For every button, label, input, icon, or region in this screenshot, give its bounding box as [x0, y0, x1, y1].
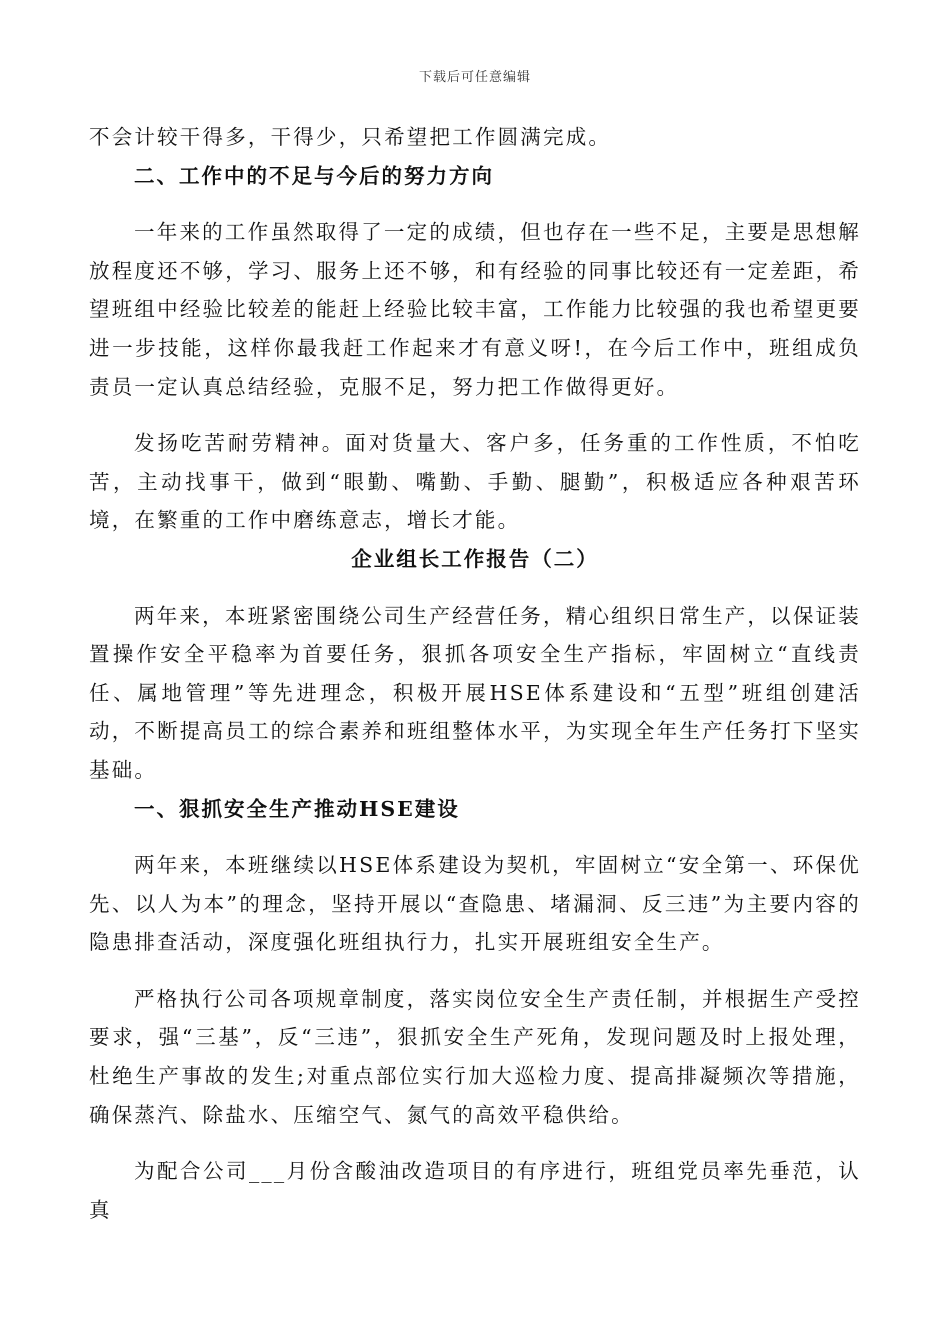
paragraph-hse: 两年来，本班继续以HSE体系建设为契机，牢固树立“安全第一、环保优先、以人为本”的理念，坚持开展以“查隐患、堵漏洞、反三违”为主要内容的隐患排查活动，深度强化班组执行力，扎实开展班组安全生产。 [89, 853, 861, 955]
report-title: 企业组长工作报告（二） [351, 546, 599, 571]
document-body [89, 118, 861, 1229]
page-header: 下载后可任意编辑 [418, 70, 531, 85]
paragraph-rules: 严格执行公司各项规章制度，落实岗位安全生产责任制，并根据生产受控要求，强“三基”，反“三违”，狠抓安全生产死角，发现问题及时上报处理，杜绝生产事故的发生;对重点部位实行加大巡检力度、提高排凝频次等措施，确保蒸汽、除盐水、压缩空气、氮气的高效平稳供给。 [89, 986, 861, 1127]
section-heading-2: 二、工作中的不足与今后的努力方向 [134, 163, 494, 188]
paragraph-project: 为配合公司___月份含酸油改造项目的有序进行，班组党员率先垂范，认真 [89, 1159, 861, 1222]
paragraph-intro: 两年来，本班紧密围绕公司生产经营任务，精心组织日常生产，以保证装置操作安全平稳率为首要任务，狠抓各项安全生产指标，牢固树立“直线责任、属地管理”等先进理念，积极开展HSE体系建设和“五型”班组创建活动，不断提高员工的综合素养和班组整体水平，为实现全年生产任务打下坚实基础。 [89, 603, 861, 782]
paragraph-continuation: 不会计较干得多，干得少，只希望把工作圆满完成。 [89, 125, 612, 149]
paragraph-spirit: 发扬吃苦耐劳精神。面对货量大、客户多，任务重的工作性质，不怕吃苦，主动找事干，做到“眼勤、嘴勤、手勤、腿勤”，积极适应各种艰苦环境，在繁重的工作中磨练意志，增长才能。 [89, 431, 861, 533]
section-heading-1: 一、狠抓安全生产推动HSE建设 [134, 796, 460, 821]
paragraph-shortcomings: 一年来的工作虽然取得了一定的成绩，但也存在一些不足，主要是思想解放程度还不够，学习、服务上还不够，和有经验的同事比较还有一定差距，希望班组中经验比较差的能赶上经验比较丰富，工作能力比较强的我也希望更要进一步技能，这样你最我赶工作起来才有意义呀!，在今后工作中，班组成负责员一定认真总结经验，克服不足，努力把工作做得更好。 [89, 220, 861, 399]
